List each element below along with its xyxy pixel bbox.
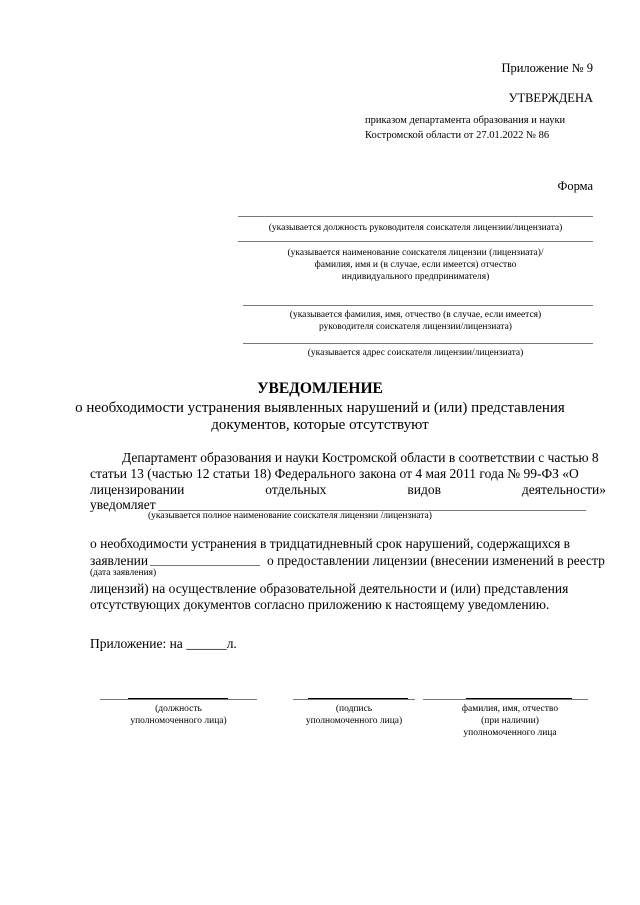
word: деятельности»: [521, 482, 606, 497]
address-hint: (указывается адрес соискателя лицензии/лицензиата): [307, 348, 524, 358]
name-hint-3: индивидуального предпринимателя): [341, 272, 490, 282]
paragraph-2-line-3: лицензий) на осуществление образовательной деятельности и (или) представления: [90, 581, 569, 596]
signature-line: [308, 698, 408, 699]
application-date-line: [150, 565, 260, 566]
order-line-1: приказом департамента образования и науки: [365, 115, 566, 126]
fio-label-3: уполномоченного лица: [463, 728, 557, 738]
paragraph-2-line-2: о предоставлении лицензии (внесении изменений в реестр: [267, 553, 605, 568]
position-hint: (указывается должность руководителя соискателя лицензии/лицензиата): [268, 223, 563, 233]
appendix-number: Приложение № 9: [501, 61, 593, 75]
position-signature-line-thin: [100, 699, 257, 700]
word: отдельных: [265, 482, 327, 497]
paragraph-2-word: заявлении: [90, 553, 149, 568]
name-field-line: [238, 241, 593, 242]
application-date-hint: (дата заявления): [90, 568, 157, 578]
position-label-2: уполномоченного лица): [130, 716, 227, 726]
attachment-label: Приложение: на: [90, 636, 183, 651]
document-title: УВЕДОМЛЕНИЕ: [257, 380, 383, 397]
fio-label-1: фамилия, имя, отчество: [461, 704, 559, 714]
position-field-line: [238, 216, 593, 217]
address-field-line: [243, 343, 593, 344]
position-label-1: (должность: [155, 704, 202, 714]
form-label: Форма: [557, 179, 593, 193]
word: видов: [407, 482, 441, 497]
paragraph-1-line-4: уведомляет: [90, 497, 156, 512]
fio-signature-line: [466, 698, 572, 699]
word: лицензировании: [90, 482, 185, 497]
approved-label: УТВЕРЖДЕНА: [508, 91, 593, 105]
signature-line-thin: [293, 699, 415, 700]
paragraph-1-line-2: статьи 13 (частью 12 статьи 18) Федерального закона от 4 мая 2011 года № 99-ФЗ «О: [90, 466, 579, 481]
signature-label-2: уполномоченного лица): [305, 716, 403, 726]
paragraph-1-line-3: [90, 482, 606, 498]
document-subtitle-2: документов, которые отсутствуют: [211, 417, 429, 433]
fio-label-2: (при наличии): [481, 716, 539, 726]
document-subtitle-1: о необходимости устранения выявленных нарушений и (или) представления: [75, 400, 565, 416]
signature-label-1: (подпись: [335, 704, 373, 714]
paragraph-2-line-4: отсутствующих документов согласно приложению к настоящему уведомлению.: [90, 597, 550, 612]
position-signature-line: [128, 698, 228, 699]
paragraph-2-line-1: о необходимости устранения в тридцатидневный срок нарушений, содержащихся в: [90, 536, 571, 551]
name-hint-1: (указывается наименование соискателя лицензии (лицензиата)/: [287, 248, 544, 258]
fio-signature-line-thin: [423, 699, 588, 700]
fio-hint-1: (указывается фамилия, имя, отчество (в случае, если имеется): [289, 310, 542, 320]
attachment-pages-blank: ______: [186, 636, 227, 651]
attachment-line: [90, 636, 290, 652]
attachment-suffix: л.: [226, 636, 237, 651]
name-hint-2: фамилия, имя и (в случае, если имеется) отчество: [314, 260, 517, 270]
fio-field-line: [243, 305, 593, 306]
applicant-name-hint: (указывается полное наименование соискателя лицензии /лицензиата): [148, 511, 432, 521]
paragraph-1-line-1: Департамент образования и науки Костромской области в соответствии с частью 8: [122, 450, 599, 465]
fio-hint-2: руководителя соискателя лицензии/лицензиата): [319, 322, 512, 332]
order-line-2: Костромской области от 27.01.2022 № 86: [365, 130, 550, 141]
